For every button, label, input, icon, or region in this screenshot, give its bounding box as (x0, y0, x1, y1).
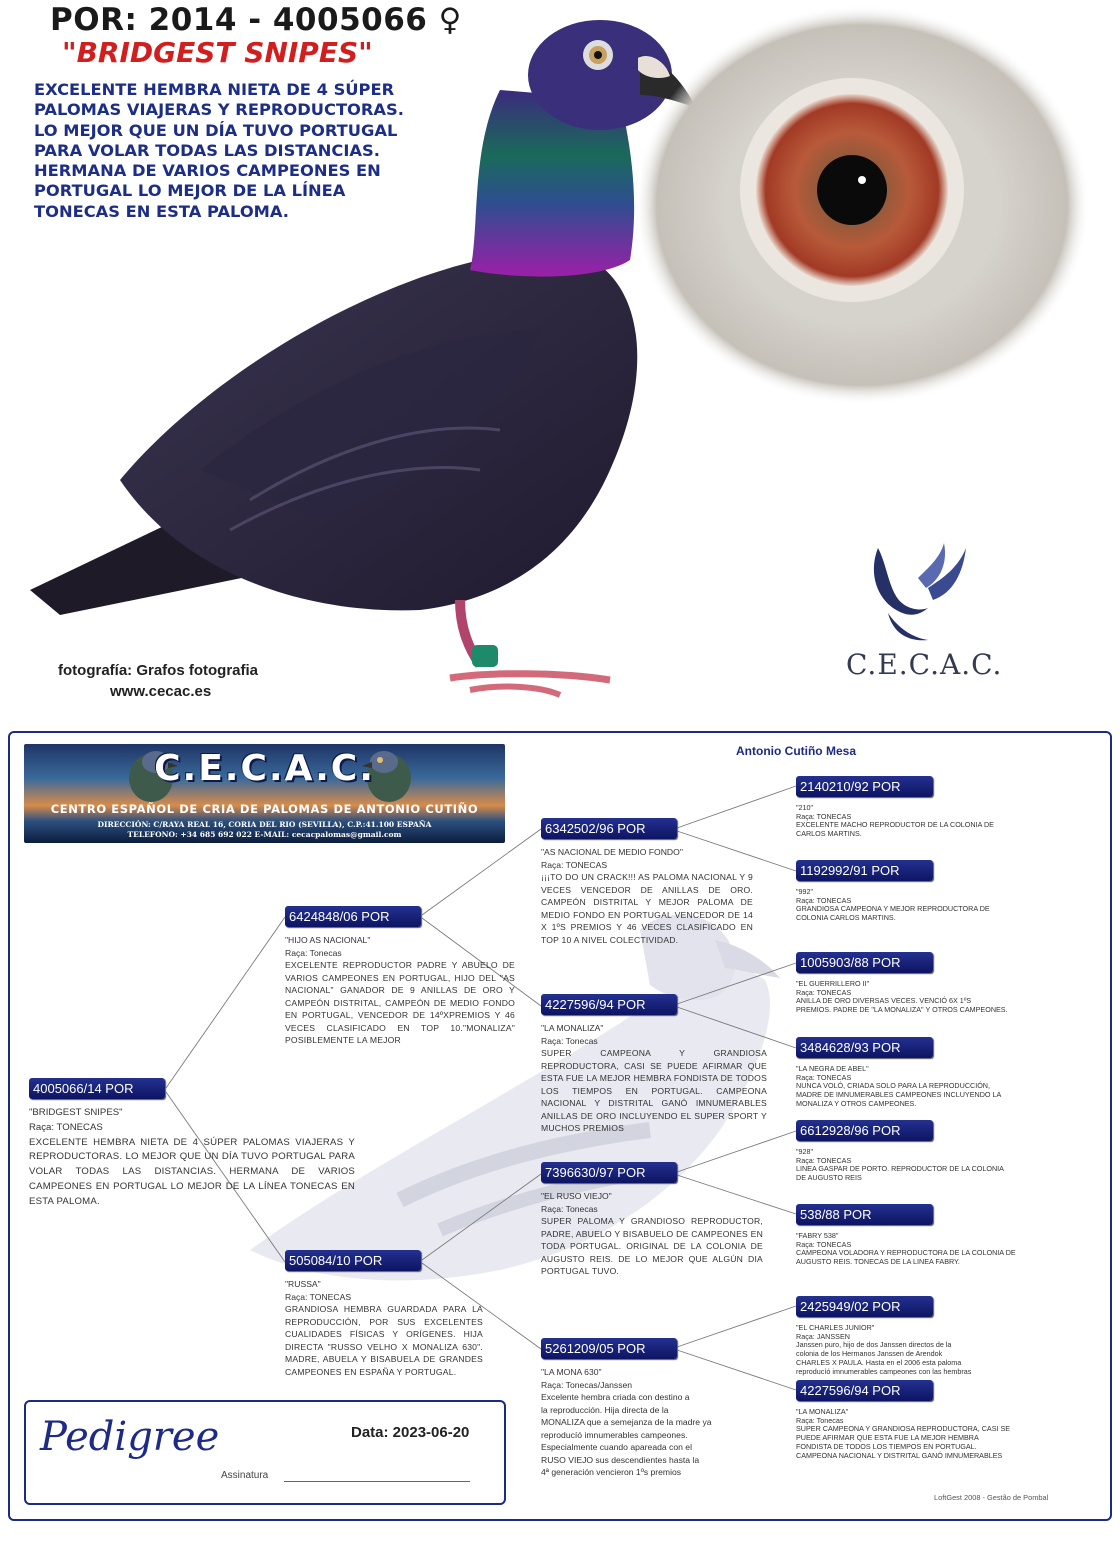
ddd-description-line: SUPER CAMPEONA Y GRANDIOSA REPRODUCTORA, CASI SE (796, 1424, 1011, 1434)
dsd-race: Raça: TONECAS (796, 1239, 852, 1249)
sss-race: Raça: TONECAS (796, 811, 852, 821)
dam-info (285, 1278, 483, 1378)
dss-info (796, 1148, 1046, 1183)
sire-name: "HIJO AS NACIONAL" (285, 935, 371, 945)
dd-race: Raça: Tonecas/Janssen (541, 1379, 633, 1390)
ss-name: "AS NACIONAL DE MEDIO FONDO" (541, 847, 683, 857)
ddd-info (796, 1408, 1046, 1460)
sds-description-line: PREMIOS. PADRE DE "LA MONALIZA" Y OTROS CAMPEONES. (796, 1005, 1008, 1015)
ds-info (541, 1190, 763, 1278)
ssd-description-line: GRANDIOSA CAMPEONA Y MEJOR REPRODUCTORA DE (796, 904, 990, 914)
sire-info (285, 934, 515, 1047)
dss-description-line: DE AUGUSTO REIS (796, 1173, 862, 1183)
sdd-name: "LA NEGRA DE ABEL" (796, 1064, 869, 1073)
poster-description-line: LO MEJOR QUE UN DÍA TUVO PORTUGAL (34, 120, 398, 140)
dd-description-line: Especialmente cuando apareada con el (541, 1442, 692, 1452)
dd-description-line: MONALIZA que a semejanza de la madre ya (541, 1417, 712, 1427)
sss-name: "210" (796, 803, 814, 812)
poster-description-line: HERMANA DE VARIOS CAMPEONES EN (34, 161, 381, 181)
dd-name: "LA MONA 630" (541, 1367, 602, 1377)
banner-subtitle: CENTRO ESPAÑOL DE CRIA DE PALOMAS DE ANTONIO CUTIÑO (50, 802, 479, 816)
subject-name: "BRIDGEST SNIPES" (29, 1107, 123, 1118)
sss-description-line: EXCELENTE MACHO REPRODUCTOR DE LA COLONIA DE (796, 820, 994, 830)
ds-race: Raça: Tonecas (541, 1203, 598, 1214)
dds-info (796, 1324, 1046, 1376)
ss-description: ¡¡¡TO DO UN CRACK!!! AS PALOMA NACIONAL Y 9 VECES VENCEDOR DE ANILLAS DE ORO. CAMPEÓN DISTRITAL Y MEJOR PALOMA DE MEDIO FONDO EN PORTUGAL VENCEDOR DE 14 X 1ºS PREMIOS Y 46 VECES CLASIFICADO EN TOP 10 A NIVEL COLECTIVIDAD. (541, 872, 753, 945)
photo-credit: fotografía: Grafos fotografia (58, 662, 259, 679)
dds-ring-box[interactable]: 2425949/02 POR (796, 1296, 933, 1317)
ds-description: SUPER PALOMA Y GRANDIOSO REPRODUCTOR, PADRE, ABUELO Y BISABUELO DE CAMPEONES EN TODA PORTUGAL. ORIGINAL DE LA COLONIA DE AUGUSTO REIS. DE LO MEJOR QUE ALGÚN DIA PORTUGAL TUVO. (541, 1216, 763, 1276)
sdd-info (796, 1065, 1046, 1109)
dd-description-line: 4ª generación vencieron 1ºs premios (541, 1467, 682, 1477)
poster-description-line: PALOMAS VIAJERAS Y REPRODUCTORAS. (34, 100, 404, 120)
poster-description-line: PORTUGAL LO MEJOR DE LA LÍNEA (34, 181, 346, 201)
ddd-description-line: CAMPEONA NACIONAL Y DISTRITAL GANÓ IMNUMERABLES (796, 1450, 1003, 1460)
sd-description: SUPER CAMPEONA Y GRANDIOSA REPRODUCTORA, CASI SE PUEDE AFIRMAR QUE ESTA FUE LA MEJOR HEMBRA FONDISTA DE TODOS LOS TIEMPOS EN PORTUGAL. CAMPEONA NACIONAL Y DISTRITAL GANÓ IMNUMERABLES ANILLAS DE ORO INCLUYENDO EL SUPER SPORT Y MUCHOS PREMIOS (541, 1048, 767, 1133)
sds-description-line: ANILLA DE ORO DIVERSAS VECES. VENCIÓ 6X 1ºS (796, 996, 972, 1006)
sds-ring-box[interactable]: 1005903/88 POR (796, 952, 933, 973)
dss-name: "928" (796, 1147, 814, 1156)
dsd-description-line: AUGUSTO REIS. TONECAS DE LA LINEA FABRY. (796, 1257, 960, 1267)
dsd-description-line: CAMPEONA VOLADORA Y REPRODUCTORA DE LA COLONIA DE (796, 1248, 1016, 1258)
sire-description: EXCELENTE REPRODUCTOR PADRE Y ABUELO DE VARIOS CAMPEONES EN PORTUGAL, HIJO DEL "AS NACIONAL" GANADOR DE 9 ANILLAS DE ORO Y CAMPEÓN DISTRITAL, CAMPEÓN DE MEDIO FONDO EN PORTUGAL, VENCEDOR DE 14ºXPREMIOS Y 46 VECES CLASIFICADO EN TOP 10."MONALIZA" POSIBLEMENTE LA MEJOR (285, 960, 515, 1045)
dd-description-line: reproducíó imnumerables campeones. (541, 1429, 688, 1440)
dd-description-line: RUSO VIEJO sus descendientes hasta la (541, 1454, 700, 1465)
dd-info (541, 1366, 741, 1479)
signature-line[interactable] (284, 1481, 470, 1482)
dss-ring-box[interactable]: 6612928/96 POR (796, 1120, 933, 1141)
poster-description-line: TONECAS EN ESTA PALOMA. (34, 201, 289, 221)
dss-race: Raça: TONECAS (796, 1155, 852, 1165)
subject-info (29, 1106, 355, 1210)
dd-ring-box[interactable]: 5261209/05 POR (541, 1338, 677, 1359)
poster-pigeon-name: "BRIDGEST SNIPES" (62, 36, 373, 69)
sdd-description-line: MADRE DE IMNUMERABLES CAMPEONES INCLUYENDO LA (796, 1090, 1002, 1100)
ss-ring-box[interactable]: 6342502/96 POR (541, 818, 677, 839)
ds-name: "EL RUSO VIEJO" (541, 1191, 612, 1201)
website-link[interactable]: www.cecac.es (110, 683, 212, 700)
ss-race: Raça: TONECAS (541, 859, 608, 870)
cecac-banner (24, 744, 505, 843)
subject-description: EXCELENTE HEMBRA NIETA DE 4 SÚPER PALOMAS VIAJERAS Y REPRODUCTORAS. LO MEJOR QUE UN DÍA TUVO PORTUGAL PARA VOLAR TODAS LAS DISTANCIAS. HERMANA DE VARIOS CAMPEONES EN PORTUGAL LO MEJOR DE LA LÍNEA TONECAS EN ESTA PALOMA. (29, 1136, 355, 1207)
sss-description-line: CARLOS MARTINS. (796, 829, 862, 839)
dss-description-line: LINEA GASPAR DE PORTO. REPRODUCTOR DE LA COLONIA (796, 1164, 1004, 1174)
cecac-logo-text: C.E.C.A.C. (846, 648, 1003, 681)
sd-name: "LA MONALIZA" (541, 1023, 604, 1033)
dds-description-line: Janssen puro, hijo de dos Janssen directos de la (796, 1340, 952, 1350)
ssd-name: "992" (796, 887, 814, 896)
signature-label: Assinatura (221, 1470, 269, 1481)
ddd-ring-box[interactable]: 4227596/94 POR (796, 1380, 933, 1401)
sdd-ring-box[interactable]: 3484628/93 POR (796, 1037, 933, 1058)
banner-title: C.E.C.A.C. (154, 748, 375, 789)
dd-description-line: Excelente hembra criada con destino a (541, 1392, 690, 1402)
dam-race: Raça: TONECAS (285, 1291, 352, 1302)
poster-description-line: EXCELENTE HEMBRA NIETA DE 4 SÚPER (34, 80, 395, 99)
ddd-name: "LA MONALIZA" (796, 1407, 849, 1416)
ssd-description-line: COLONIA CARLOS MARTINS. (796, 913, 896, 923)
pedigree-label: Pedigree (40, 1414, 220, 1460)
sire-race: Raça: Tonecas (285, 947, 342, 958)
sds-info (796, 980, 1046, 1015)
dds-description-line: colonia de los Hermanos Janssen de Arendok (796, 1349, 943, 1359)
dds-race: Raça: JANSSEN (796, 1331, 850, 1341)
sss-info (796, 804, 1046, 839)
dam-ring-box[interactable]: 505084/10 POR (285, 1250, 421, 1271)
subject-ring-box[interactable]: 4005066/14 POR (29, 1078, 165, 1099)
sds-name: "EL GUERRILLERO II" (796, 979, 870, 988)
ssd-race: Raça: TONECAS (796, 895, 852, 905)
pedigree-footer-box (24, 1400, 506, 1505)
sd-info (541, 1022, 767, 1135)
dam-description: GRANDIOSA HEMBRA GUARDADA PARA LA REPRODUCCIÓN, POR SUS EXCELENTES CUALIDADES FÍSICAS Y ORÍGENES. HIJA DIRECTA "RUSSO VELHO X MONALIZA 630". MADRE, ABUELA Y BISABUELA DE GRANDES CAMPEONES EN ESPAÑA Y PORTUGAL. (285, 1304, 483, 1377)
dds-name: "EL CHARLES JUNIOR" (796, 1323, 875, 1332)
sdd-race: Raça: TONECAS (796, 1072, 852, 1082)
dd-description-line: la reproducción. Hija directa de la (541, 1404, 669, 1415)
software-credit: LoftGest 2008 - Gestão de Pombal (934, 1493, 1049, 1502)
sds-race: Raça: TONECAS (796, 987, 852, 997)
dam-name: "RUSSA" (285, 1279, 321, 1289)
breeder-name: Antonio Cutiño Mesa (736, 744, 856, 758)
ddd-race: Raça: Tonecas (796, 1415, 844, 1425)
dsd-name: "FABRY 538" (796, 1231, 839, 1240)
dsd-info (796, 1232, 1046, 1267)
dds-description-line: CHARLES X PAULA. Hasta en el 2006 esta paloma (796, 1357, 962, 1367)
banner-address: DIRECCIÓN: C/RAYA REAL 16, CORIA DEL RIO (SEVILLA), C.P.:41.100 ESPAÑA (97, 820, 432, 829)
dds-description-line: reproducíó imnumerables campeones con las hembras (796, 1366, 972, 1376)
sdd-description-line: MONALIZA Y OTROS CAMPEONES. (796, 1098, 917, 1108)
ddd-description-line: FONDISTA DE TODOS LOS TIEMPOS EN PORTUGAL. (796, 1441, 977, 1451)
ss-info (541, 846, 753, 946)
sire-ring-box[interactable]: 6424848/06 POR (285, 906, 421, 927)
ddd-description-line: PUEDE AFIRMAR QUE ESTA FUE LA MEJOR HEMBRA (796, 1433, 979, 1443)
sd-ring-box[interactable]: 4227596/94 POR (541, 994, 677, 1015)
date-label: Data: 2023-06-20 (351, 1424, 470, 1441)
subject-race: Raça: TONECAS (29, 1121, 103, 1133)
sd-race: Raça: Tonecas (541, 1035, 598, 1046)
poster-description-line: PARA VOLAR TODAS LAS DISTANCIAS. (34, 140, 380, 160)
sdd-description-line: NUNCA VOLÓ, CRIADA SOLO PARA LA REPRODUCCIÓN, (796, 1081, 990, 1091)
ssd-info (796, 888, 1046, 923)
dsd-ring-box[interactable]: 538/88 POR (796, 1204, 933, 1225)
banner-contact: TELEFONO: +34 685 692 022 E-MAIL: cecacpalomas@gmail.com (127, 830, 402, 839)
sss-ring-box[interactable]: 2140210/92 POR (796, 776, 933, 797)
ssd-ring-box[interactable]: 1192992/91 POR (796, 860, 933, 881)
ds-ring-box[interactable]: 7396630/97 POR (541, 1162, 677, 1183)
poster-ring-number: POR: 2014 - 4005066 ♀ (50, 2, 462, 38)
